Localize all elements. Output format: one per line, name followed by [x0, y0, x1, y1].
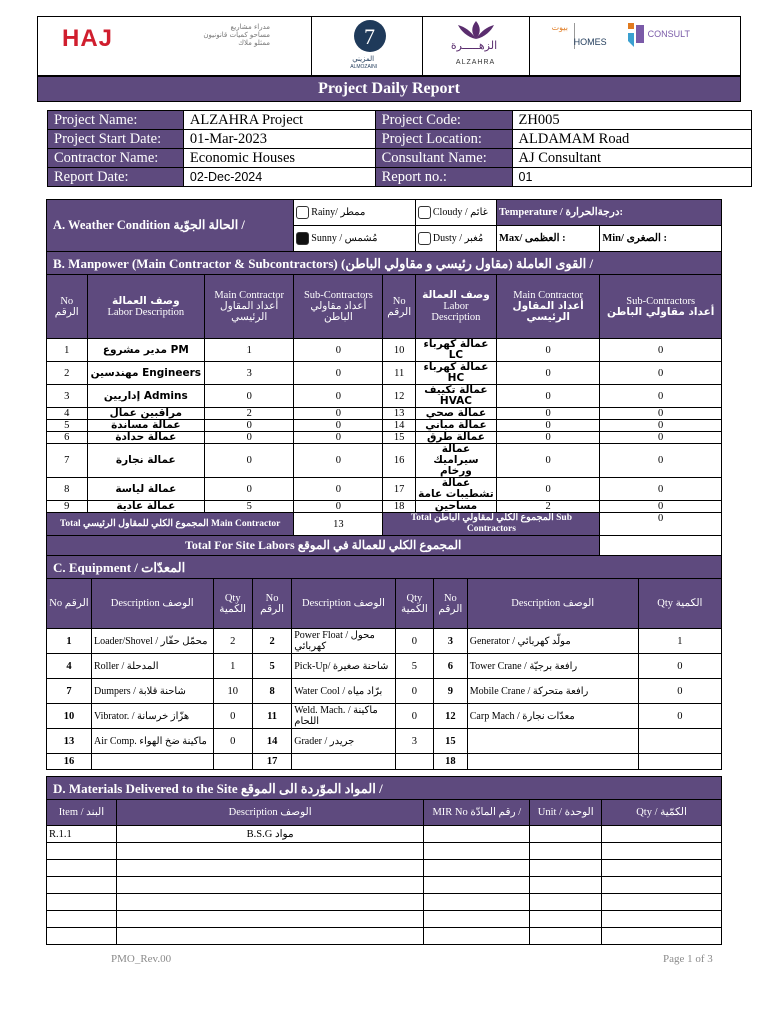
equipment-qty[interactable]: 0 — [213, 704, 252, 729]
project-code-label: Project Code: — [375, 111, 512, 130]
manpower-no: 13 — [383, 408, 415, 420]
equipment-desc: Dumpers / شاحنة قلابة — [92, 679, 214, 704]
equipment-desc: Weld. Mach. / ماكينة اللحام — [292, 704, 396, 729]
weather-sunny[interactable] — [294, 226, 416, 252]
manpower-sub-count[interactable]: 0 — [600, 385, 722, 408]
manpower-desc: عمالة حدادة — [87, 432, 205, 444]
equipment-no: 15 — [434, 729, 468, 754]
materials-mir[interactable] — [424, 826, 530, 843]
alzahra-english: ALZAHRA — [455, 59, 496, 66]
equipment-desc: Tower Crane / رافعة برجيّة — [467, 654, 638, 679]
manpower-desc: عمالة مباني — [415, 420, 496, 432]
manpower-desc: إداريين Admins — [87, 385, 205, 408]
materials-desc[interactable] — [116, 911, 423, 928]
equipment-desc: Power Float / محول كهربائي — [292, 629, 396, 654]
materials-unit[interactable] — [530, 928, 602, 945]
equipment-desc — [292, 754, 396, 770]
manpower-sub-count[interactable]: 0 — [600, 501, 722, 513]
report-grid — [46, 199, 722, 556]
equipment-desc — [92, 754, 214, 770]
equipment-row — [47, 754, 722, 770]
manpower-col-no: No الرقم — [47, 275, 88, 339]
equipment-no: 6 — [434, 654, 468, 679]
equip-col-desc-2: Description الوصف — [292, 579, 396, 629]
materials-item[interactable]: R.1.1 — [47, 826, 117, 843]
manpower-col-sub: Sub-Contractors أعداد مقاولي الباطن — [294, 275, 383, 339]
manpower-no: 3 — [47, 385, 88, 408]
manpower-row — [47, 420, 722, 432]
equipment-no: 2 — [252, 629, 291, 654]
manpower-row — [47, 432, 722, 444]
manpower-sub-count[interactable]: 0 — [294, 408, 383, 420]
almozaini-english: ALMOZAINI — [350, 64, 378, 70]
manpower-col-desc — [87, 275, 205, 339]
manpower-sub-count[interactable]: 0 — [294, 362, 383, 385]
equipment-qty[interactable]: 5 — [395, 654, 433, 679]
equipment-qty[interactable] — [213, 754, 252, 770]
manpower-sub-count[interactable]: 0 — [294, 385, 383, 408]
manpower-desc: عمالة كهرباء HC — [415, 362, 496, 385]
manpower-main-count[interactable]: 0 — [496, 339, 599, 362]
equipment-row — [47, 729, 722, 754]
materials-col-mir: MIR No رقم المادّة / — [424, 800, 530, 826]
materials-desc[interactable]: B.S.G مواد — [116, 826, 423, 843]
contractor-value: Economic Houses — [183, 149, 375, 168]
manpower-col-desc-en: Labor Description — [107, 306, 185, 318]
equipment-no: 17 — [252, 754, 291, 770]
equipment-no: 16 — [47, 754, 92, 770]
materials-unit[interactable] — [530, 877, 602, 894]
sunny-checkbox[interactable] — [296, 232, 309, 245]
manpower-main-count[interactable]: 0 — [205, 385, 294, 408]
project-code-value: ZH005 — [512, 111, 751, 130]
total-site-value — [600, 536, 722, 556]
manpower-col-desc2-en: Labor Description — [431, 301, 481, 323]
manpower-sub-count[interactable]: 0 — [600, 408, 722, 420]
manpower-main-count[interactable]: 0 — [205, 444, 294, 478]
consult-text: CONSULT — [647, 29, 690, 39]
manpower-no: 9 — [47, 501, 88, 513]
homes-arabic: بيوت — [551, 23, 568, 32]
manpower-sub-count[interactable]: 0 — [600, 420, 722, 432]
manpower-sub-count[interactable]: 0 — [294, 432, 383, 444]
manpower-no: 10 — [383, 339, 415, 362]
materials-item[interactable] — [47, 860, 117, 877]
dusty-checkbox[interactable] — [418, 232, 431, 245]
manpower-desc: عمالة كهرباء LC — [415, 339, 496, 362]
equipment-qty[interactable]: 2 — [213, 629, 252, 654]
manpower-row — [47, 501, 722, 513]
materials-col-item: Item / البند — [47, 800, 117, 826]
equipment-qty[interactable]: 0 — [395, 704, 433, 729]
manpower-main-count[interactable]: 0 — [496, 432, 599, 444]
equipment-qty[interactable]: 1 — [213, 654, 252, 679]
equipment-row — [47, 654, 722, 679]
materials-col-desc: Description الوصف — [116, 800, 423, 826]
total-main-label: Total المجموع الكلي للمقاول الرئيسي Main Contractor — [47, 513, 294, 536]
manpower-sub-count[interactable]: 0 — [600, 362, 722, 385]
start-date-label: Project Start Date: — [48, 130, 184, 149]
materials-col-unit: Unit / الوحدة — [530, 800, 602, 826]
manpower-row — [47, 478, 722, 501]
haj-logo — [38, 17, 312, 75]
equip-col-desc-1: Description الوصف — [92, 579, 214, 629]
project-name-label: Project Name: — [48, 111, 184, 130]
project-name-value: ALZAHRA Project — [183, 111, 375, 130]
manpower-section-title: B. Manpower (Main Contractor & Subcontractors) (القوى العاملة (مقاول رئيسي و مقاولي الباطن / — [47, 252, 722, 275]
materials-qty[interactable] — [602, 877, 722, 894]
manpower-col-main2-en: Main Contractor — [513, 290, 583, 301]
manpower-no: 17 — [383, 478, 415, 501]
page-number: Page 1 of 3 — [663, 953, 713, 965]
materials-qty[interactable] — [602, 928, 722, 945]
materials-row — [47, 877, 722, 894]
equipment-qty[interactable]: 0 — [395, 629, 433, 654]
manpower-no: 8 — [47, 478, 88, 501]
manpower-row — [47, 444, 722, 478]
equip-col-no-2: No الرقم — [252, 579, 291, 629]
equipment-no: 9 — [434, 679, 468, 704]
equipment-qty[interactable] — [638, 729, 721, 754]
manpower-main-count[interactable]: 5 — [205, 501, 294, 513]
manpower-sub-count[interactable]: 0 — [294, 339, 383, 362]
materials-col-qty: Qty / الكمّية — [602, 800, 722, 826]
temperature-min[interactable]: Min/ الصغرى : — [600, 226, 722, 252]
manpower-col-desc-ar: وصف العمالة — [112, 294, 180, 307]
equipment-no: 14 — [252, 729, 291, 754]
manpower-sub-count[interactable]: 0 — [600, 444, 722, 478]
materials-desc[interactable] — [116, 843, 423, 860]
manpower-sub-count[interactable]: 0 — [600, 432, 722, 444]
manpower-no: 12 — [383, 385, 415, 408]
manpower-no: 15 — [383, 432, 415, 444]
equipment-no: 3 — [434, 629, 468, 654]
manpower-no: 16 — [383, 444, 415, 478]
manpower-col-main: Main Contractor أعداد المقاول الرئيسي — [205, 275, 294, 339]
equipment-row — [47, 679, 722, 704]
manpower-sub-count[interactable]: 0 — [600, 478, 722, 501]
total-sub-value: 0 — [600, 513, 722, 536]
materials-section-title: D. Materials Delivered to the Site المواد الموّردة الى الموقع / — [47, 777, 722, 800]
lotus-icon — [453, 19, 499, 41]
location-value: ALDAMAM Road — [512, 130, 751, 149]
contractor-label: Contractor Name: — [48, 149, 184, 168]
temperature-max[interactable]: Max/ العظمى : — [496, 226, 599, 252]
equip-col-qty-3: Qty الكمية — [638, 579, 721, 629]
materials-desc[interactable] — [116, 928, 423, 945]
start-date-value: 01-Mar-2023 — [183, 130, 375, 149]
materials-desc[interactable] — [116, 894, 423, 911]
manpower-row — [47, 339, 722, 362]
manpower-row — [47, 362, 722, 385]
equipment-no: 11 — [252, 704, 291, 729]
equipment-desc: Loader/Shovel / محمّل حفّار — [92, 629, 214, 654]
equipment-qty[interactable]: 10 — [213, 679, 252, 704]
manpower-desc: مساحين — [415, 501, 496, 513]
materials-qty[interactable] — [602, 843, 722, 860]
rainy-checkbox[interactable] — [296, 206, 309, 219]
manpower-main-count[interactable]: 0 — [205, 420, 294, 432]
manpower-desc: عمالة عادية — [87, 501, 205, 513]
materials-item[interactable] — [47, 843, 117, 860]
manpower-main-count[interactable]: 1 — [205, 339, 294, 362]
materials-desc[interactable] — [116, 877, 423, 894]
materials-mir[interactable] — [424, 860, 530, 877]
manpower-no: 14 — [383, 420, 415, 432]
equipment-no: 18 — [434, 754, 468, 770]
materials-qty[interactable] — [602, 826, 722, 843]
manpower-col-sub2-ar: أعداد مقاولي الباطن — [607, 305, 715, 318]
manpower-col-main2-ar: أعداد المقاول الرئيسي — [512, 300, 584, 323]
manpower-row — [47, 408, 722, 420]
equipment-qty[interactable]: 0 — [638, 679, 721, 704]
revision-label: PMO_Rev.00 — [111, 953, 172, 965]
manpower-main-count[interactable]: 2 — [205, 408, 294, 420]
manpower-main-count[interactable]: 0 — [496, 362, 599, 385]
manpower-main-count[interactable]: 0 — [496, 408, 599, 420]
equipment-desc: Vibrator. / هزّاز خرسانة — [92, 704, 214, 729]
logo-header — [37, 16, 741, 76]
equipment-table — [46, 555, 722, 770]
manpower-no: 6 — [47, 432, 88, 444]
manpower-main-count[interactable]: 2 — [496, 501, 599, 513]
materials-mir[interactable] — [424, 928, 530, 945]
equipment-desc: Generator / مولّد كهربائي — [467, 629, 638, 654]
materials-row — [47, 894, 722, 911]
manpower-sub-count[interactable]: 0 — [294, 478, 383, 501]
equipment-qty[interactable]: 0 — [213, 729, 252, 754]
total-sub-label: Total المجموع الكلي لمقاولي الباطن Sub Contractors — [383, 513, 600, 536]
almozaini-arabic: المزيني — [352, 55, 375, 63]
materials-qty[interactable] — [602, 860, 722, 877]
manpower-desc: مهندسين Engineers — [87, 362, 205, 385]
manpower-rows — [47, 339, 722, 513]
weather-dusty[interactable] — [415, 226, 496, 252]
equipment-rows — [47, 629, 722, 770]
materials-unit[interactable] — [530, 826, 602, 843]
manpower-desc: عمالة صحي — [415, 408, 496, 420]
equipment-desc — [467, 754, 638, 770]
materials-qty[interactable] — [602, 911, 722, 928]
materials-qty[interactable] — [602, 894, 722, 911]
manpower-desc: عمالة تكييف HVAC — [415, 385, 496, 408]
manpower-no: 2 — [47, 362, 88, 385]
manpower-col-sub2-en: Sub-Contractors — [626, 295, 696, 307]
equipment-qty[interactable] — [395, 754, 433, 770]
manpower-col-desc-2 — [415, 275, 496, 339]
haj-logo-arabic: مدراء مشاريع مساحو كميات قانونيون ممثلو ملاك — [203, 23, 270, 47]
equipment-no: 4 — [47, 654, 92, 679]
cloudy-label: Cloudy / غائم — [432, 206, 488, 218]
manpower-no: 18 — [383, 501, 415, 513]
materials-desc[interactable] — [116, 860, 423, 877]
equipment-desc: Pick-Up/ شاحنة صغيرة — [292, 654, 396, 679]
almozaini-logo — [312, 17, 423, 75]
equipment-no: 10 — [47, 704, 92, 729]
manpower-main-count[interactable]: 0 — [496, 444, 599, 478]
equipment-desc: Mobile Crane / رافعة متحركة — [467, 679, 638, 704]
manpower-row — [47, 385, 722, 408]
equipment-no: 12 — [434, 704, 468, 729]
total-site-label: Total For Site Labors المجموع الكلي للعمالة في الموقع — [47, 536, 600, 556]
almozaini-icon — [350, 19, 390, 53]
equip-col-qty-2: Qty الكمية — [395, 579, 433, 629]
materials-unit[interactable] — [530, 843, 602, 860]
equipment-row — [47, 629, 722, 654]
materials-row — [47, 928, 722, 945]
manpower-col-no-2: No الرقم — [383, 275, 415, 339]
manpower-main-count[interactable]: 0 — [496, 478, 599, 501]
materials-item[interactable] — [47, 911, 117, 928]
homes-text: HOMES — [573, 37, 607, 47]
materials-row — [47, 826, 722, 843]
materials-row — [47, 843, 722, 860]
manpower-main-count[interactable]: 3 — [205, 362, 294, 385]
dusty-label: Dusty / مُغبر — [432, 232, 484, 244]
manpower-sub-count[interactable]: 0 — [294, 444, 383, 478]
equipment-qty[interactable]: 0 — [395, 679, 433, 704]
materials-mir[interactable] — [424, 894, 530, 911]
equipment-qty[interactable] — [638, 754, 721, 770]
equip-col-qty-1: Qty الكمية — [213, 579, 252, 629]
manpower-sub-count[interactable]: 0 — [294, 420, 383, 432]
equip-col-desc-3: Description الوصف — [467, 579, 638, 629]
manpower-main-count[interactable]: 0 — [205, 432, 294, 444]
equipment-qty[interactable]: 0 — [638, 654, 721, 679]
equipment-no: 13 — [47, 729, 92, 754]
materials-item[interactable] — [47, 894, 117, 911]
manpower-no: 11 — [383, 362, 415, 385]
equipment-no: 5 — [252, 654, 291, 679]
materials-row — [47, 911, 722, 928]
materials-mir[interactable] — [424, 911, 530, 928]
manpower-desc: عمالة نجارة — [87, 444, 205, 478]
alzahra-logo — [423, 17, 530, 75]
manpower-sub-count[interactable]: 0 — [294, 501, 383, 513]
sunny-label: Sunny / مُشمس — [311, 232, 378, 244]
weather-rainy[interactable] — [294, 200, 416, 226]
equipment-qty[interactable]: 1 — [638, 629, 721, 654]
haj-logo-text: HAJ — [62, 25, 114, 52]
materials-unit[interactable] — [530, 860, 602, 877]
report-no-label: Report no.: — [375, 168, 512, 187]
materials-row — [47, 860, 722, 877]
total-main-value: 13 — [294, 513, 383, 536]
cloudy-checkbox[interactable] — [418, 206, 431, 219]
materials-unit[interactable] — [530, 894, 602, 911]
temperature-label: Temperature / درجةالحرارة: — [496, 200, 721, 226]
location-label: Project Location: — [375, 130, 512, 149]
project-info-table — [47, 110, 752, 187]
equipment-desc: Carp Mach / معدّات نجارة — [467, 704, 638, 729]
equipment-no: 8 — [252, 679, 291, 704]
report-date-label: Report Date: — [48, 168, 184, 187]
equipment-row — [47, 704, 722, 729]
equipment-no: 7 — [47, 679, 92, 704]
manpower-col-main-2 — [496, 275, 599, 339]
materials-item[interactable] — [47, 928, 117, 945]
homes-consult-logo — [530, 17, 740, 75]
equipment-desc: Roller / المدحلة — [92, 654, 214, 679]
report-no-value: 01 — [512, 168, 751, 187]
equipment-section-title: C. Equipment / المعدّات — [47, 556, 722, 579]
consultant-value: AJ Consultant — [512, 149, 751, 168]
equip-col-no-3: No الرقم — [434, 579, 468, 629]
manpower-no: 5 — [47, 420, 88, 432]
materials-table — [46, 776, 722, 945]
manpower-desc: عمالة مساندة — [87, 420, 205, 432]
materials-rows — [47, 826, 722, 945]
consultant-label: Consultant Name: — [375, 149, 512, 168]
manpower-no: 1 — [47, 339, 88, 362]
manpower-main-count[interactable]: 0 — [496, 420, 599, 432]
materials-mir[interactable] — [424, 843, 530, 860]
manpower-desc: مدير مشروع PM — [87, 339, 205, 362]
equipment-qty[interactable]: 0 — [638, 704, 721, 729]
page-title: Project Daily Report — [37, 76, 741, 102]
equipment-no: 1 — [47, 629, 92, 654]
weather-title: A. Weather Condition الحالة الجوّية / — [47, 200, 294, 252]
manpower-main-count[interactable]: 0 — [496, 385, 599, 408]
manpower-main-count[interactable]: 0 — [205, 478, 294, 501]
rainy-label: Rainy/ ممطر — [311, 206, 366, 218]
manpower-no: 7 — [47, 444, 88, 478]
manpower-sub-count[interactable]: 0 — [600, 339, 722, 362]
manpower-desc: عمالة تشطيبات عامة — [415, 478, 496, 501]
manpower-col-sub-2 — [600, 275, 722, 339]
equipment-desc — [467, 729, 638, 754]
manpower-no: 4 — [47, 408, 88, 420]
consult-icon — [626, 21, 648, 51]
materials-item[interactable] — [47, 877, 117, 894]
equipment-qty[interactable]: 3 — [395, 729, 433, 754]
report-date-value: 02-Dec-2024 — [183, 168, 375, 187]
equipment-desc: Air Comp. ماكينة ضخ الهواء — [92, 729, 214, 754]
manpower-desc: عمالة سيراميك ورخام — [415, 444, 496, 478]
materials-unit[interactable] — [530, 911, 602, 928]
manpower-col-desc2-ar: وصف العمالة — [422, 289, 490, 301]
manpower-desc: عمالة لياسة — [87, 478, 205, 501]
manpower-desc: عمالة طرق — [415, 432, 496, 444]
materials-mir[interactable] — [424, 877, 530, 894]
svg-text:7: 7 — [364, 24, 376, 49]
equip-col-no-1: No الرقم — [47, 579, 92, 629]
weather-cloudy[interactable] — [415, 200, 496, 226]
alzahra-arabic: الزهـــــرة — [450, 39, 498, 52]
equipment-desc: Grader / جريدر — [292, 729, 396, 754]
equipment-desc: Water Cool / برّاد مياه — [292, 679, 396, 704]
manpower-desc: مراقبين عمال — [87, 408, 205, 420]
